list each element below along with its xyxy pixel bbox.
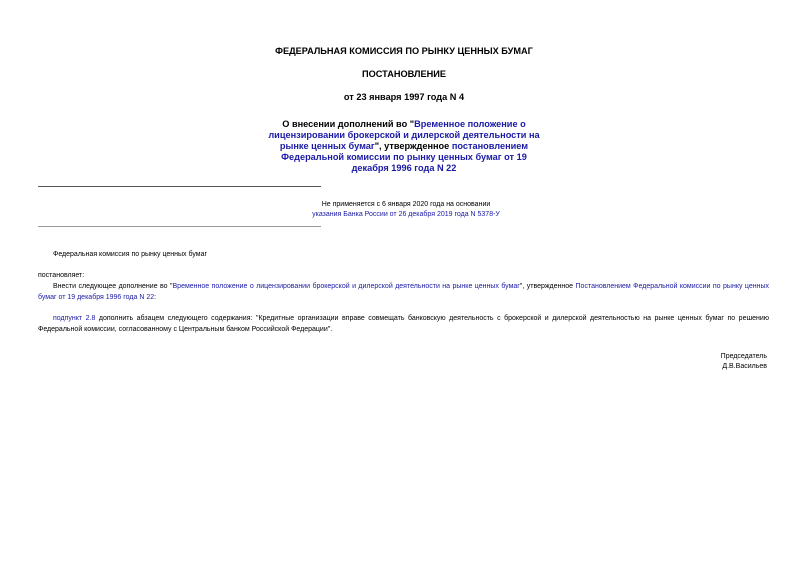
title-link-regulation[interactable]: Временное положение о лицензировании брокерской и дилерской деятельности на рынке ценных бумаг bbox=[268, 119, 540, 151]
issuer-line: Федеральная комиссия по рынку ценных бумаг bbox=[53, 251, 208, 258]
divider-bottom bbox=[38, 226, 321, 227]
p2-link-subclause[interactable]: подпункт 2.8 bbox=[53, 315, 96, 322]
doc-type-heading: ПОСТАНОВЛЕНИЕ bbox=[362, 69, 446, 79]
notice-link[interactable]: указания Банка России от 26 декабря 2019 года N 5378-У bbox=[312, 211, 500, 218]
p2-text: дополнить абзацем следующего содержания: "Кредитные организации вправе совмещать банковскую деятельность с брокерской и дилерской деятельностью на рынке ценных бумаг по решению Федеральной комиссии, согласованному с Центральным банком Российской Федерации". bbox=[38, 315, 770, 333]
date-number-heading: от 23 января 1997 года N 4 bbox=[343, 92, 465, 102]
title-mid: ", утвержденное bbox=[374, 141, 452, 151]
org-heading: ФЕДЕРАЛЬНАЯ КОМИССИЯ ПО РЫНКУ ЦЕННЫХ БУМАГ bbox=[275, 46, 533, 56]
document-title bbox=[268, 119, 540, 174]
signature-position: Председатель bbox=[720, 353, 767, 360]
notice-block bbox=[300, 200, 512, 220]
p1-link-regulation[interactable]: Временное положение о лицензировании брокерской и дилерской деятельности на рынке ценных бумаг bbox=[172, 283, 520, 290]
paragraph-amendment bbox=[38, 281, 769, 303]
p1-mid: ", утвержденное bbox=[519, 283, 576, 290]
paragraph-subclause bbox=[38, 313, 769, 335]
signature-name: Д.В.Васильев bbox=[722, 363, 767, 370]
decrees-line: постановляет: bbox=[38, 272, 85, 279]
signature-block bbox=[721, 352, 767, 372]
divider-top bbox=[38, 186, 321, 187]
notice-line: Не применяется с 6 января 2020 года на основании bbox=[321, 201, 491, 208]
p1-prefix: Внести следующее дополнение во " bbox=[53, 283, 173, 290]
p1-suffix: : bbox=[154, 294, 157, 301]
title-link-resolution[interactable]: постановлением Федеральной комиссии по рынку ценных бумаг от 19 декабря 1996 года N 22 bbox=[281, 141, 529, 173]
p1-link-resolution[interactable]: Постановлением Федеральной комиссии по рынку ценных бумаг от 19 декабря 1996 года N 22 bbox=[38, 283, 769, 301]
title-prefix: О внесении дополнений во " bbox=[282, 119, 415, 129]
